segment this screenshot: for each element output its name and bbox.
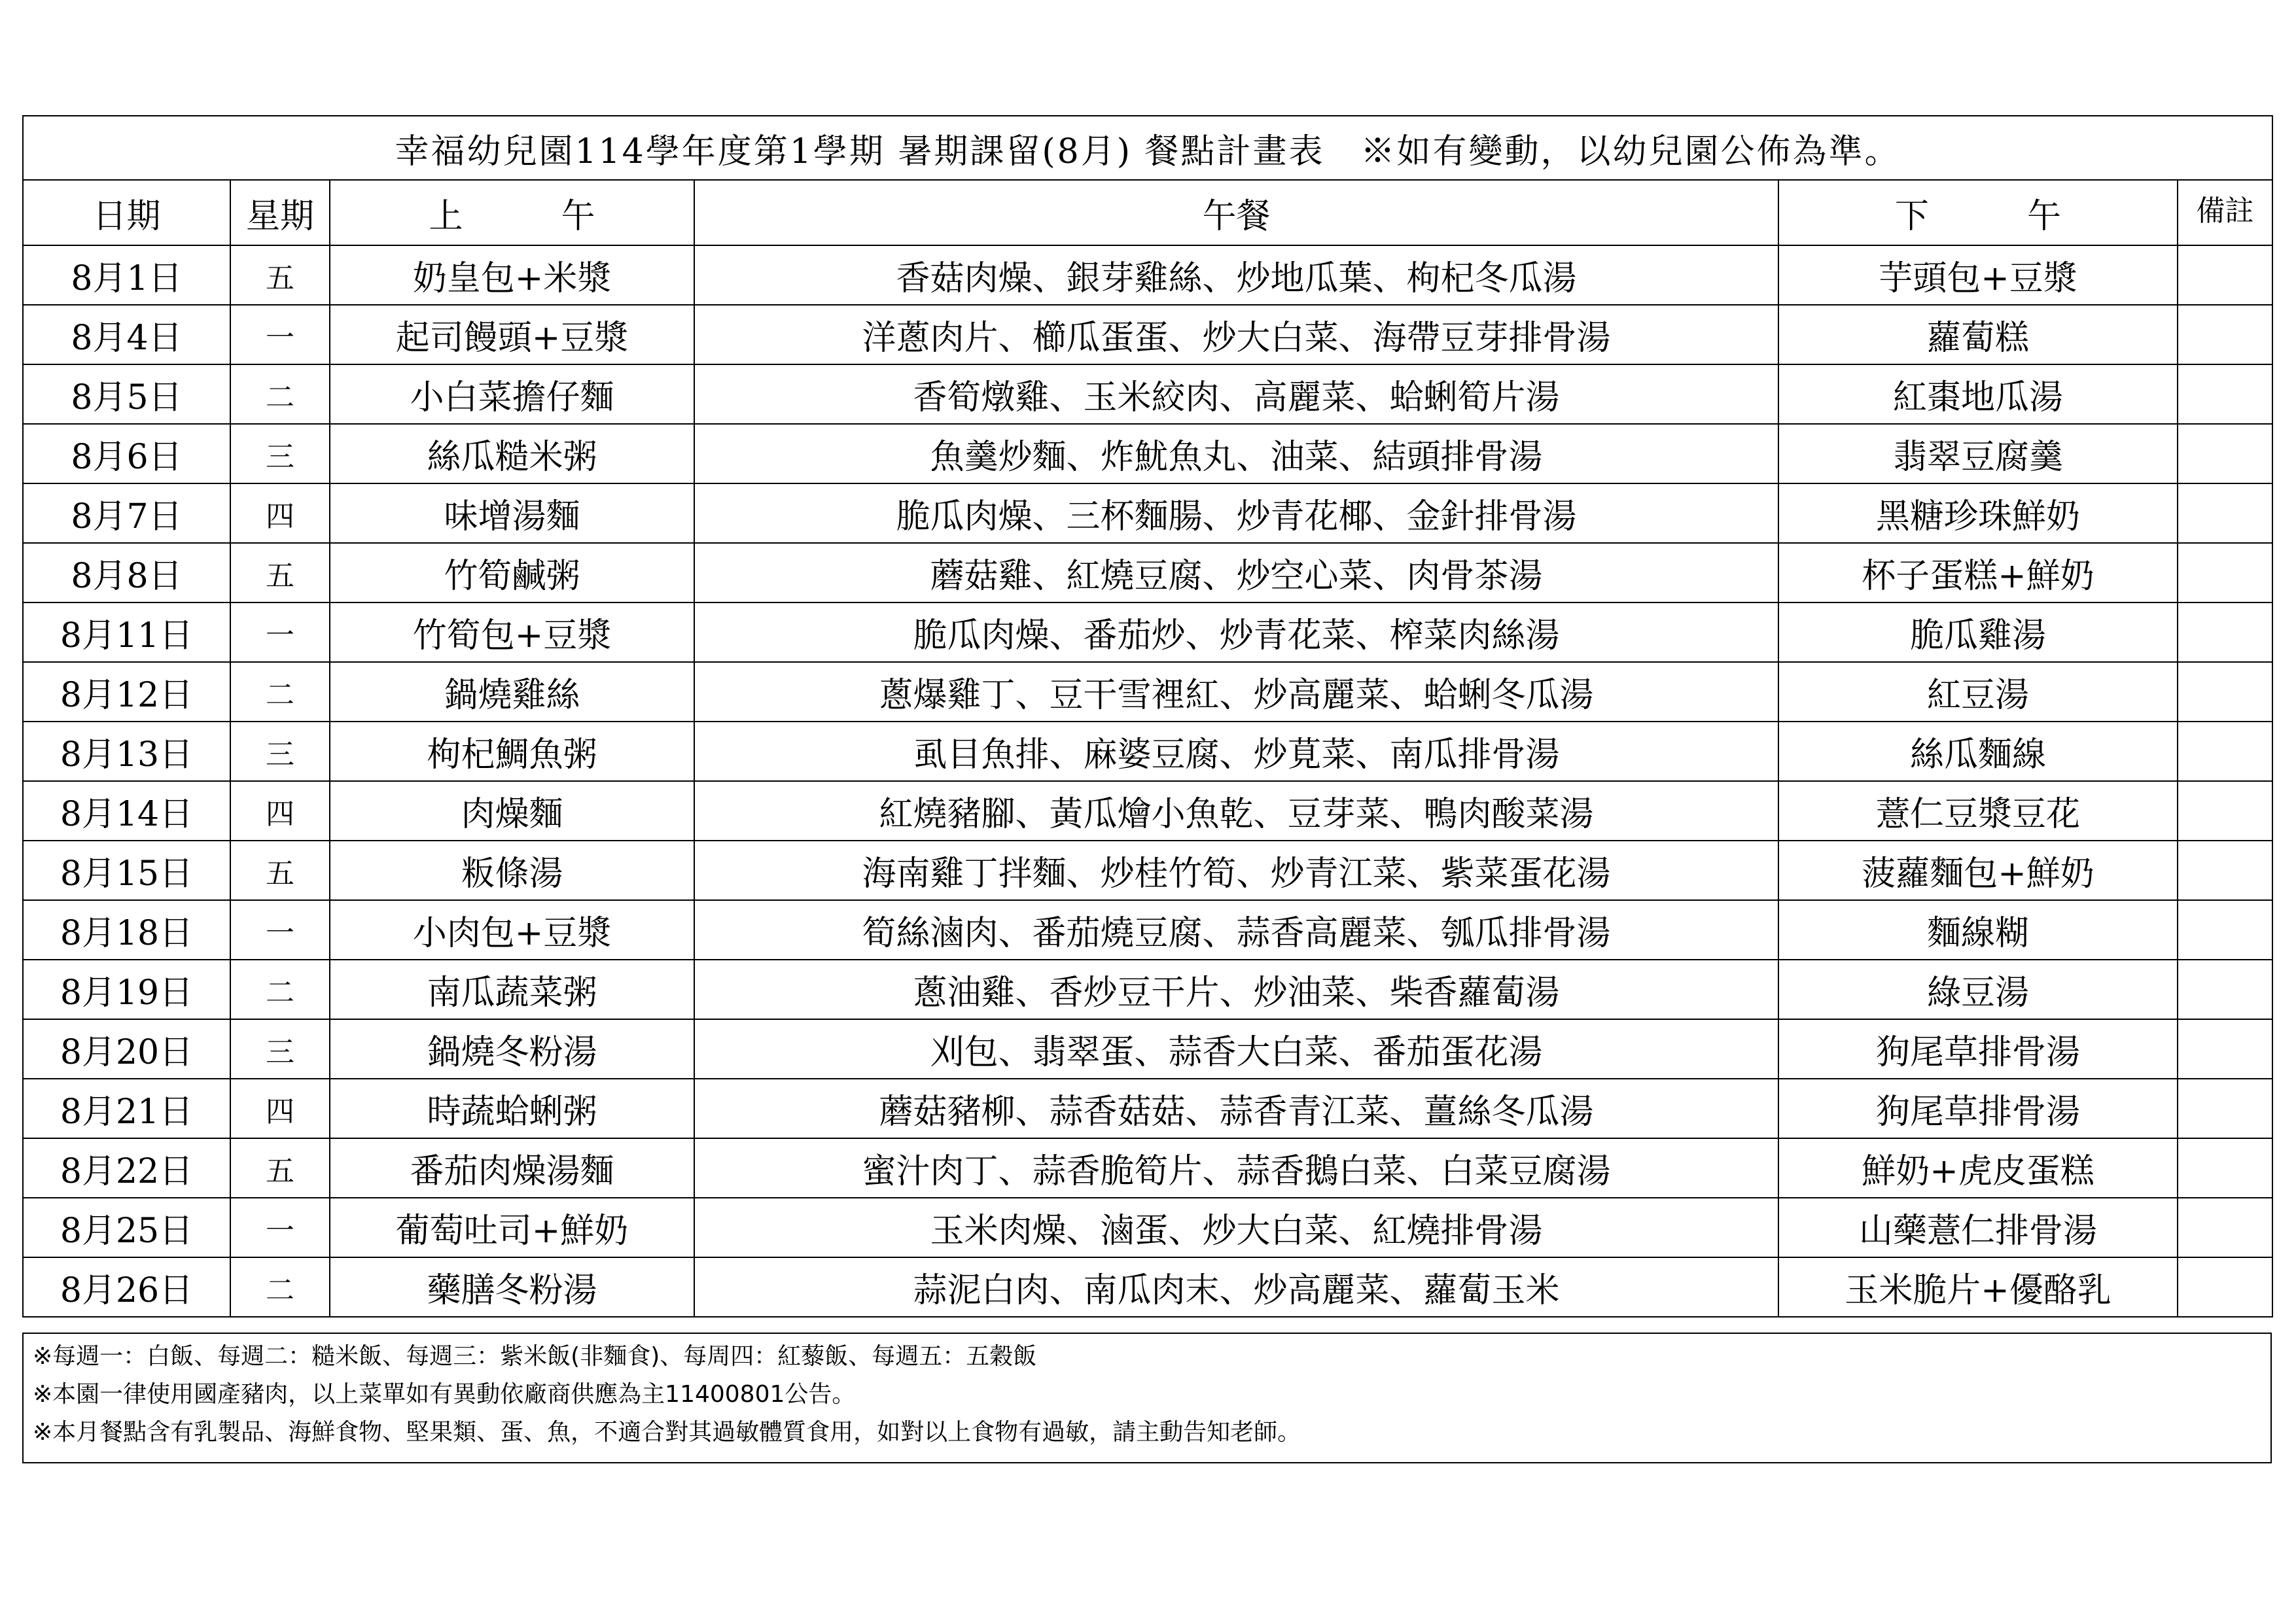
cell-notes: [2178, 424, 2272, 483]
cell-morning: 葡萄吐司+鮮奶: [330, 1198, 694, 1257]
cell-weekday: 四: [230, 1079, 330, 1138]
table-row: [23, 722, 2272, 781]
cell-afternoon: 狗尾草排骨湯: [1778, 1079, 2178, 1138]
cell-date: 8月1日: [23, 245, 230, 305]
cell-date: 8月6日: [23, 424, 230, 483]
table-row: [23, 1138, 2272, 1198]
cell-morning: 起司饅頭+豆漿: [330, 305, 694, 364]
footnote-pork: ※本園一律使用國產豬肉，以上菜單如有異動依廠商供應為主11400801公告。: [33, 1381, 856, 1408]
cell-lunch: 魚羹炒麵、炸魷魚丸、油菜、結頭排骨湯: [694, 424, 1778, 483]
cell-notes: [2178, 543, 2272, 602]
cell-morning: 番茄肉燥湯麵: [330, 1138, 694, 1198]
cell-lunch: 玉米肉燥、滷蛋、炒大白菜、紅燒排骨湯: [694, 1198, 1778, 1257]
cell-afternoon: 薏仁豆漿豆花: [1778, 781, 2178, 841]
cell-lunch: 紅燒豬腳、黃瓜燴小魚乾、豆芽菜、鴨肉酸菜湯: [694, 781, 1778, 841]
cell-lunch: 刈包、翡翠蛋、蒜香大白菜、番茄蛋花湯: [694, 1019, 1778, 1079]
table-row: [23, 245, 2272, 305]
cell-morning: 粄條湯: [330, 841, 694, 900]
table-row: [23, 543, 2272, 602]
footnotes: [22, 1333, 2272, 1463]
cell-weekday: 五: [230, 245, 330, 305]
cell-lunch: 蒜泥白肉、南瓜肉末、炒高麗菜、蘿蔔玉米: [694, 1257, 1778, 1317]
cell-notes: [2178, 483, 2272, 543]
cell-date: 8月25日: [23, 1198, 230, 1257]
cell-weekday: 五: [230, 841, 330, 900]
cell-afternoon: 紅棗地瓜湯: [1778, 364, 2178, 424]
cell-date: 8月8日: [23, 543, 230, 602]
cell-afternoon: 芋頭包+豆漿: [1778, 245, 2178, 305]
cell-morning: 奶皇包+米漿: [330, 245, 694, 305]
cell-weekday: 二: [230, 662, 330, 722]
cell-lunch: 蔥爆雞丁、豆干雪裡紅、炒高麗菜、蛤蜊冬瓜湯: [694, 662, 1778, 722]
cell-afternoon: 杯子蛋糕+鮮奶: [1778, 543, 2178, 602]
header-morning: 上午: [330, 180, 694, 245]
cell-date: 8月11日: [23, 602, 230, 662]
cell-weekday: 四: [230, 781, 330, 841]
cell-morning: 鍋燒冬粉湯: [330, 1019, 694, 1079]
cell-notes: [2178, 960, 2272, 1019]
cell-afternoon: 翡翠豆腐羹: [1778, 424, 2178, 483]
table-row: [23, 1198, 2272, 1257]
cell-weekday: 二: [230, 960, 330, 1019]
cell-lunch: 筍絲滷肉、番茄燒豆腐、蒜香高麗菜、瓠瓜排骨湯: [694, 900, 1778, 960]
table-header-row: [23, 180, 2272, 245]
cell-notes: [2178, 1079, 2272, 1138]
page-title: 幸福幼兒園114學年度第1學期 暑期課留(8月) 餐點計畫表 ※如有變動，以幼兒園公佈為準。: [23, 116, 2272, 180]
cell-morning: 藥膳冬粉湯: [330, 1257, 694, 1317]
cell-weekday: 二: [230, 1257, 330, 1317]
cell-date: 8月18日: [23, 900, 230, 960]
footnote-allergy: ※本月餐點含有乳製品、海鮮食物、堅果類、蛋、魚，不適合對其過敏體質食用，如對以上食物有過敏，請主動告知老師。: [33, 1419, 1301, 1446]
table-row: [23, 1079, 2272, 1138]
cell-weekday: 五: [230, 1138, 330, 1198]
cell-morning: 時蔬蛤蜊粥: [330, 1079, 694, 1138]
cell-morning: 竹筍鹹粥: [330, 543, 694, 602]
cell-weekday: 一: [230, 1198, 330, 1257]
table-row: [23, 900, 2272, 960]
cell-morning: 絲瓜糙米粥: [330, 424, 694, 483]
table-row: [23, 662, 2272, 722]
cell-weekday: 一: [230, 305, 330, 364]
table-row: [23, 602, 2272, 662]
table-row: [23, 781, 2272, 841]
cell-weekday: 二: [230, 364, 330, 424]
cell-morning: 小白菜擔仔麵: [330, 364, 694, 424]
cell-notes: [2178, 900, 2272, 960]
cell-date: 8月20日: [23, 1019, 230, 1079]
table-row: [23, 483, 2272, 543]
cell-afternoon: 鮮奶+虎皮蛋糕: [1778, 1138, 2178, 1198]
cell-lunch: 洋蔥肉片、櫛瓜蛋蛋、炒大白菜、海帶豆芽排骨湯: [694, 305, 1778, 364]
cell-notes: [2178, 602, 2272, 662]
cell-lunch: 蔥油雞、香炒豆干片、炒油菜、柴香蘿蔔湯: [694, 960, 1778, 1019]
cell-afternoon: 綠豆湯: [1778, 960, 2178, 1019]
table-row: [23, 960, 2272, 1019]
cell-lunch: 蜜汁肉丁、蒜香脆筍片、蒜香鵝白菜、白菜豆腐湯: [694, 1138, 1778, 1198]
cell-notes: [2178, 841, 2272, 900]
cell-weekday: 四: [230, 483, 330, 543]
cell-weekday: 三: [230, 1019, 330, 1079]
cell-lunch: 蘑菇豬柳、蒜香菇菇、蒜香青江菜、薑絲冬瓜湯: [694, 1079, 1778, 1138]
table-body: [23, 245, 2272, 1317]
cell-afternoon: 麵線糊: [1778, 900, 2178, 960]
cell-weekday: 一: [230, 602, 330, 662]
cell-date: 8月12日: [23, 662, 230, 722]
table-row: [23, 841, 2272, 900]
cell-lunch: 蘑菇雞、紅燒豆腐、炒空心菜、肉骨茶湯: [694, 543, 1778, 602]
cell-morning: 肉燥麵: [330, 781, 694, 841]
cell-lunch: 香菇肉燥、銀芽雞絲、炒地瓜葉、枸杞冬瓜湯: [694, 245, 1778, 305]
cell-notes: [2178, 305, 2272, 364]
cell-weekday: 三: [230, 722, 330, 781]
header-date: 日期: [23, 180, 230, 245]
cell-morning: 竹筍包+豆漿: [330, 602, 694, 662]
cell-date: 8月4日: [23, 305, 230, 364]
cell-notes: [2178, 245, 2272, 305]
cell-afternoon: 山藥薏仁排骨湯: [1778, 1198, 2178, 1257]
cell-lunch: 虱目魚排、麻婆豆腐、炒莧菜、南瓜排骨湯: [694, 722, 1778, 781]
table-row: [23, 1019, 2272, 1079]
cell-afternoon: 蘿蔔糕: [1778, 305, 2178, 364]
cell-lunch: 香筍燉雞、玉米絞肉、高麗菜、蛤蜊筍片湯: [694, 364, 1778, 424]
cell-notes: [2178, 1257, 2272, 1317]
cell-morning: 小肉包+豆漿: [330, 900, 694, 960]
cell-notes: [2178, 662, 2272, 722]
header-lunch: 午餐: [694, 180, 1778, 245]
cell-date: 8月19日: [23, 960, 230, 1019]
cell-notes: [2178, 1138, 2272, 1198]
cell-date: 8月22日: [23, 1138, 230, 1198]
cell-weekday: 一: [230, 900, 330, 960]
cell-morning: 南瓜蔬菜粥: [330, 960, 694, 1019]
cell-date: 8月5日: [23, 364, 230, 424]
header-afternoon: 下午: [1778, 180, 2178, 245]
cell-date: 8月13日: [23, 722, 230, 781]
meal-plan-table: [22, 115, 2273, 1318]
cell-afternoon: 紅豆湯: [1778, 662, 2178, 722]
cell-date: 8月26日: [23, 1257, 230, 1317]
cell-notes: [2178, 781, 2272, 841]
cell-date: 8月7日: [23, 483, 230, 543]
cell-weekday: 三: [230, 424, 330, 483]
cell-afternoon: 菠蘿麵包+鮮奶: [1778, 841, 2178, 900]
cell-notes: [2178, 364, 2272, 424]
table-row: [23, 364, 2272, 424]
cell-notes: [2178, 1198, 2272, 1257]
cell-notes: [2178, 1019, 2272, 1079]
header-notes: 備註: [2178, 180, 2272, 245]
cell-afternoon: 玉米脆片+優酪乳: [1778, 1257, 2178, 1317]
cell-weekday: 五: [230, 543, 330, 602]
cell-date: 8月15日: [23, 841, 230, 900]
footnote-rice: ※每週一：白飯、每週二：糙米飯、每週三：紫米飯(非麵食)、每周四：紅藜飯、每週五：五穀飯: [33, 1343, 1037, 1370]
cell-date: 8月21日: [23, 1079, 230, 1138]
cell-afternoon: 脆瓜雞湯: [1778, 602, 2178, 662]
header-weekday: 星期: [230, 180, 330, 245]
cell-afternoon: 黑糖珍珠鮮奶: [1778, 483, 2178, 543]
cell-morning: 味增湯麵: [330, 483, 694, 543]
cell-afternoon: 絲瓜麵線: [1778, 722, 2178, 781]
cell-lunch: 海南雞丁拌麵、炒桂竹筍、炒青江菜、紫菜蛋花湯: [694, 841, 1778, 900]
cell-morning: 枸杞鯛魚粥: [330, 722, 694, 781]
cell-afternoon: 狗尾草排骨湯: [1778, 1019, 2178, 1079]
table-row: [23, 1257, 2272, 1317]
cell-notes: [2178, 722, 2272, 781]
table-row: [23, 424, 2272, 483]
table-row: [23, 305, 2272, 364]
cell-lunch: 脆瓜肉燥、三杯麵腸、炒青花椰、金針排骨湯: [694, 483, 1778, 543]
cell-date: 8月14日: [23, 781, 230, 841]
cell-lunch: 脆瓜肉燥、番茄炒、炒青花菜、榨菜肉絲湯: [694, 602, 1778, 662]
cell-morning: 鍋燒雞絲: [330, 662, 694, 722]
